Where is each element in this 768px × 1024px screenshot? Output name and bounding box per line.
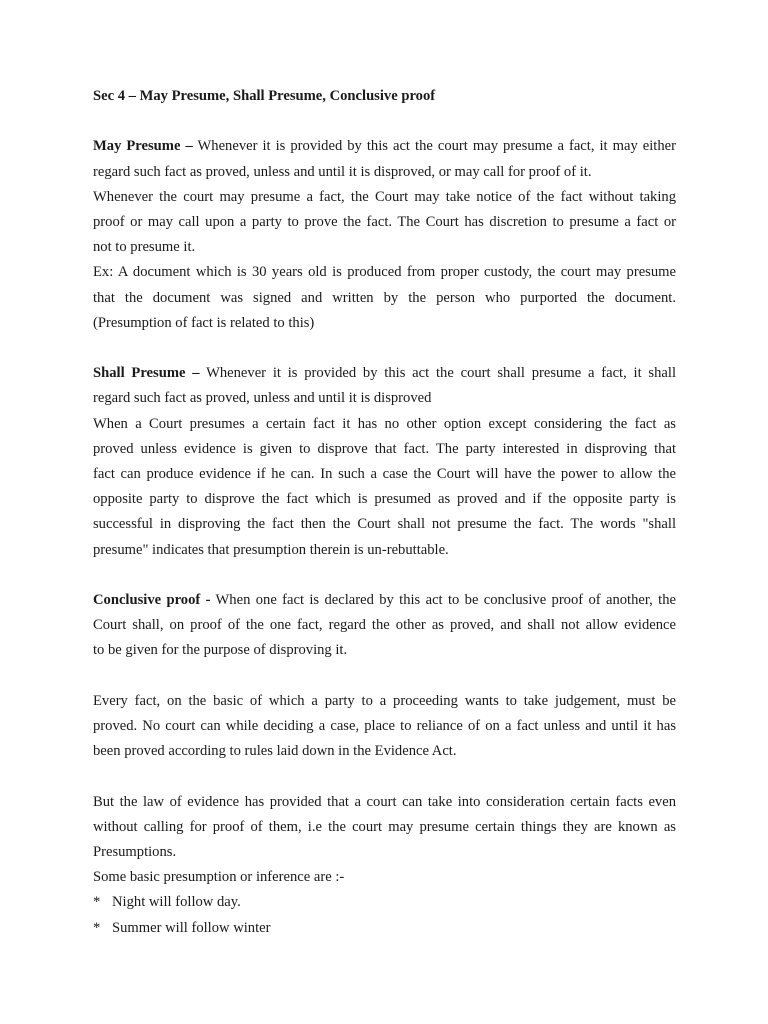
may-presume-line-3: Whenever the court may presume a fact, the Court may take notice of the fact without taking	[93, 188, 676, 205]
may-presume-line-2: regard such fact as proved, unless and until it is disproved, or may call for proof of it.	[93, 163, 592, 180]
may-presume-line-4: proof or may call upon a party to prove the fact. The Court has discretion to presume a fact or	[93, 214, 676, 230]
may-presume-line-7: that the document was signed and written by the person who purported the document.	[93, 289, 676, 306]
every-fact-line-2: proved. No court can while deciding a case, place to reliance of on a fact unless and until it has	[93, 718, 676, 735]
every-fact-line-3: been proved according to rules laid down in the Evidence Act.	[93, 743, 457, 760]
presumption-list	[93, 890, 676, 940]
paragraph-gap	[93, 336, 676, 361]
shall-presume-line-7: successful in disproving the fact then the Court shall not presume the fact. The words "shall	[93, 516, 676, 533]
list-item-text: Night will follow day.	[112, 894, 241, 911]
law-of-evidence-line-3: Presumptions.	[93, 844, 177, 861]
shall-presume-line-3: When a Court presumes a certain fact it has no other option except considering the fact as	[93, 415, 676, 432]
paragraph-gap	[93, 109, 676, 134]
may-presume-line-6: Ex: A document which is 30 years old is produced from proper custody, the court may presume	[93, 264, 676, 281]
shall-presume-line-2: regard such fact as proved, unless and until it is disproved	[93, 390, 432, 407]
conclusive-proof-line-1	[93, 588, 676, 613]
list-item	[93, 916, 676, 941]
list-item-text: Summer will follow winter	[112, 919, 271, 936]
shall-presume-text-1: Whenever it is provided by this act the court shall presume a fact, it shall	[199, 365, 676, 382]
shall-presume-line-6: opposite party to disprove the fact which is presumed as proved and if the opposite party is	[93, 491, 676, 508]
conclusive-proof-heading: Conclusive proof -	[93, 592, 211, 609]
document-page	[93, 84, 676, 941]
paragraph-gap	[93, 664, 676, 689]
paragraph-gap	[93, 764, 676, 789]
conclusive-proof-line-3: to be given for the purpose of disproving it.	[93, 642, 348, 659]
bullet-marker: *	[93, 919, 101, 936]
law-of-evidence-paragraph	[93, 790, 676, 891]
shall-presume-line-5: fact can produce evidence if he can. In such a case the Court will have the power to allow the	[93, 466, 676, 483]
may-presume-section	[93, 134, 676, 336]
law-of-evidence-line-2: without calling for proof of them, i.e the court may presume certain things they are known as	[93, 818, 676, 835]
conclusive-proof-line-2: Court shall, on proof of the one fact, regard the other as proved, and shall not allow evidence	[93, 617, 676, 634]
paragraph-gap	[93, 563, 676, 588]
shall-presume-line-4: proved unless evidence is given to disprove that fact. The party interested in disproving that	[93, 440, 676, 457]
conclusive-proof-section	[93, 588, 676, 664]
may-presume-heading: May Presume –	[93, 138, 193, 155]
list-item	[93, 890, 676, 915]
every-fact-line-1: Every fact, on the basic of which a party to a proceeding wants to take judgement, must be	[93, 692, 676, 709]
conclusive-proof-text-1: When one fact is declared by this act to be conclusive proof of another, the	[210, 592, 676, 609]
may-presume-text-1: Whenever it is provided by this act the court may presume a fact, it may either	[192, 138, 677, 155]
section-title: Sec 4 – May Presume, Shall Presume, Conclusive proof	[93, 88, 436, 104]
every-fact-paragraph	[93, 689, 676, 765]
may-presume-line-8: (Presumption of fact is related to this)	[93, 314, 315, 331]
shall-presume-line-1	[93, 361, 676, 386]
may-presume-line-1	[93, 134, 676, 159]
shall-presume-heading: Shall Presume –	[93, 365, 200, 382]
shall-presume-section	[93, 361, 676, 563]
may-presume-line-5: not to presume it.	[93, 239, 196, 256]
law-of-evidence-line-4: Some basic presumption or inference are :-	[93, 869, 345, 886]
bullet-marker: *	[93, 894, 101, 911]
shall-presume-line-8: presume" indicates that presumption therein is un-rebuttable.	[93, 541, 449, 558]
law-of-evidence-line-1: But the law of evidence has provided that a court can take into consideration certain facts even	[93, 793, 676, 810]
